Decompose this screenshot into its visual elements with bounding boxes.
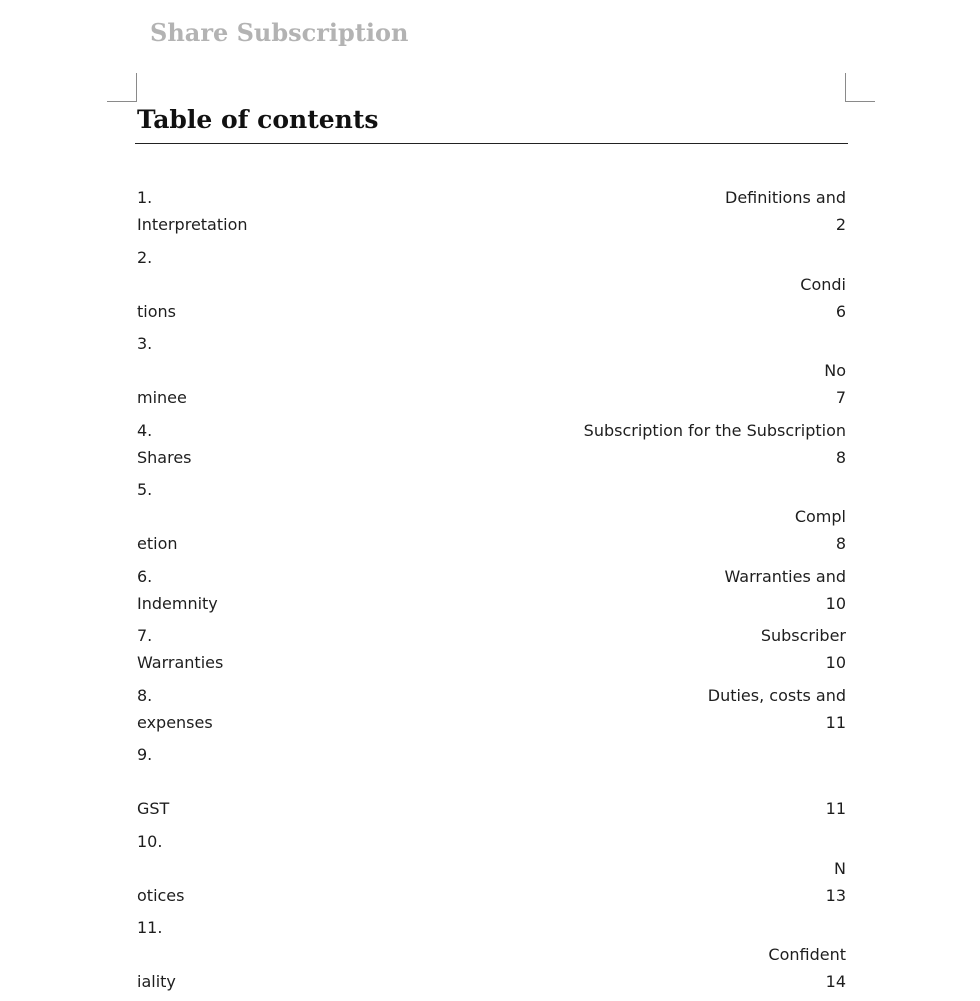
- toc-entry-number: 6.: [137, 566, 153, 586]
- toc-entry-line: [137, 330, 846, 357]
- toc-entry-line: [137, 298, 846, 325]
- toc-entry-line: [137, 417, 846, 444]
- toc-entry-line: [137, 271, 846, 298]
- toc-entry-title-top[interactable]: Confident: [768, 945, 846, 964]
- toc-entry-page-number[interactable]: 6: [835, 301, 846, 321]
- document-header-title: Share Subscription: [150, 18, 409, 47]
- toc-entry-line: [137, 590, 846, 617]
- toc-entry-page-number[interactable]: 7: [835, 388, 846, 407]
- toc-entry-line: [137, 357, 846, 384]
- toc-entry-line: [137, 914, 846, 941]
- toc-entry-page-number[interactable]: 2: [835, 215, 846, 234]
- toc-entry-line: [137, 211, 846, 238]
- toc-entry-line: [137, 184, 846, 211]
- toc-entry-line: [137, 855, 846, 882]
- toc-entry[interactable]: [137, 184, 846, 238]
- toc-entry-line: [137, 444, 846, 471]
- toc-entry-title-bottom[interactable]: tions: [137, 301, 176, 321]
- toc-entry-title-bottom[interactable]: etion: [137, 534, 178, 553]
- toc-entry[interactable]: [137, 682, 846, 736]
- toc-entry-number: 10.: [137, 831, 163, 851]
- toc-entry-title-bottom[interactable]: otices: [137, 885, 185, 905]
- toc-entry-title-top[interactable]: Definitions and: [725, 188, 846, 207]
- toc-entry-number: 4.: [137, 420, 153, 440]
- toc-entry-line: [137, 563, 846, 590]
- crop-mark-top-right: [845, 73, 846, 102]
- toc-entry-title-bottom[interactable]: Indemnity: [137, 593, 218, 613]
- toc-entry-line: [137, 941, 846, 968]
- toc-entry-title-top[interactable]: Duties, costs and: [707, 685, 846, 705]
- toc-entry-line: [137, 503, 846, 530]
- crop-mark-top-right: [845, 101, 875, 102]
- toc-entry-title-top[interactable]: No: [824, 361, 846, 380]
- toc-entry[interactable]: [137, 330, 846, 411]
- toc-entry-number: 9.: [137, 745, 153, 764]
- toc-entry-title-bottom[interactable]: iality: [137, 972, 176, 991]
- toc-entry-title-top[interactable]: Subscription for the Subscription: [583, 420, 846, 440]
- toc-entry-page-number[interactable]: 10: [825, 593, 846, 613]
- toc-entry-title-bottom[interactable]: expenses: [137, 712, 213, 732]
- toc-entry-page-number[interactable]: 8: [835, 447, 846, 467]
- toc-entry-page-number[interactable]: 14: [825, 972, 846, 991]
- crop-mark-top-left: [107, 101, 137, 102]
- toc-entry-title-bottom[interactable]: Shares: [137, 447, 192, 467]
- toc-entry-title-bottom[interactable]: GST: [137, 799, 170, 818]
- toc-entry-title-top[interactable]: N: [834, 858, 846, 878]
- toc-entry[interactable]: [137, 476, 846, 557]
- toc-entry-page-number[interactable]: 8: [835, 534, 846, 553]
- toc-entry-line: [137, 882, 846, 909]
- toc-list: [137, 184, 846, 1001]
- toc-entry[interactable]: [137, 244, 846, 325]
- toc-entry-line: [137, 828, 846, 855]
- toc-entry-line: [137, 244, 846, 271]
- toc-entry-title-top[interactable]: Warranties and: [724, 566, 846, 586]
- toc-entry-line: [137, 649, 846, 676]
- toc-entry[interactable]: [137, 828, 846, 909]
- toc-entry-number: 1.: [137, 188, 153, 207]
- toc-entry-line: [137, 795, 846, 822]
- toc-entry-page-number[interactable]: 10: [825, 653, 846, 672]
- toc-entry-title-top[interactable]: Subscriber: [760, 626, 846, 645]
- toc-entry-number: 7.: [137, 626, 153, 645]
- crop-mark-top-left: [136, 73, 137, 102]
- toc-divider: [135, 143, 848, 144]
- toc-entry-page-number[interactable]: 13: [825, 885, 846, 905]
- toc-entry-page-number[interactable]: 11: [825, 712, 846, 732]
- toc-entry-title-bottom[interactable]: Interpretation: [137, 215, 248, 234]
- toc-entry-line: [137, 768, 846, 795]
- toc-entry-title-top[interactable]: Condi: [800, 274, 846, 294]
- toc-entry-line: [137, 682, 846, 709]
- toc-entry[interactable]: [137, 563, 846, 617]
- toc-entry[interactable]: [137, 417, 846, 471]
- toc-entry-number: 3.: [137, 334, 153, 353]
- toc-entry[interactable]: [137, 622, 846, 676]
- toc-entry-title-top[interactable]: Compl: [794, 507, 846, 526]
- toc-entry-line: [137, 530, 846, 557]
- toc-entry-title-bottom[interactable]: Warranties: [137, 653, 224, 672]
- toc-entry-title-bottom[interactable]: minee: [137, 388, 187, 407]
- toc-entry-number: 11.: [137, 918, 163, 937]
- toc-entry-page-number[interactable]: 11: [825, 799, 846, 818]
- toc-entry-number: 5.: [137, 480, 153, 499]
- toc-entry-line: [137, 384, 846, 411]
- toc-heading: Table of contents: [137, 105, 379, 134]
- toc-entry-number: 2.: [137, 247, 153, 267]
- toc-entry[interactable]: [137, 741, 846, 822]
- toc-entry-line: [137, 709, 846, 736]
- toc-entry-line: [137, 476, 846, 503]
- toc-entry-line: [137, 622, 846, 649]
- toc-entry-number: 8.: [137, 685, 153, 705]
- toc-entry[interactable]: [137, 914, 846, 995]
- toc-entry-line: [137, 741, 846, 768]
- toc-entry-line: [137, 968, 846, 995]
